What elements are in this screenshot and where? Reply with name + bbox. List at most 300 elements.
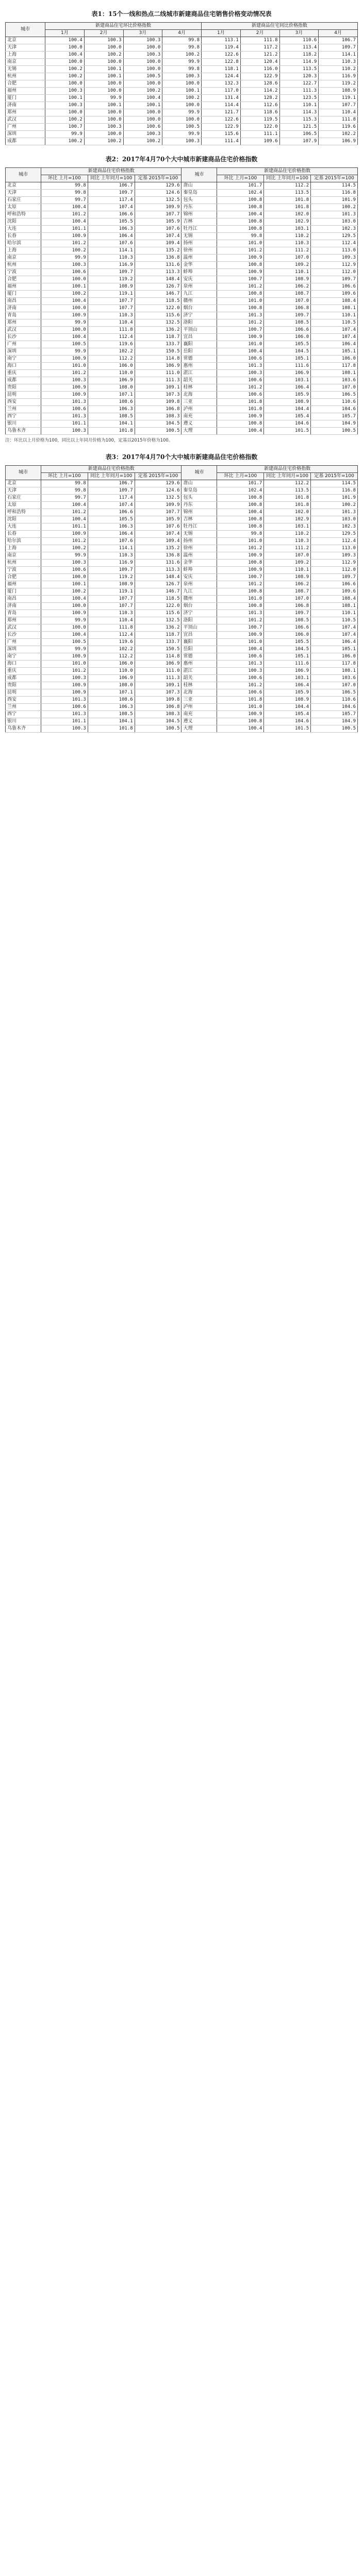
index-cell: 100.9 — [41, 610, 88, 617]
index-cell: 106.0 — [88, 660, 135, 668]
index-cell: 102.9 — [264, 218, 311, 226]
city-cell: 秦皇岛 — [182, 487, 217, 495]
index-cell: 107.4 — [311, 327, 358, 334]
index-cell: 108.9 — [88, 581, 135, 588]
index-cell: 124.6 — [135, 487, 182, 495]
table-row — [6, 190, 358, 197]
index-cell: 99.9 — [41, 319, 88, 327]
index-cell: 106.0 — [311, 653, 358, 660]
table-row — [6, 603, 358, 610]
index-cell: 101.0 — [41, 363, 88, 370]
index-cell: 100.2 — [41, 247, 88, 255]
city-cell: 丹东 — [182, 502, 217, 509]
city-cell: 济南 — [6, 305, 41, 312]
index-cell: 100.5 — [135, 428, 182, 435]
index-cell: 106.7 — [319, 37, 358, 44]
index-cell: 117.2 — [240, 44, 279, 52]
index-cell: 101.9 — [311, 197, 358, 204]
table-row — [6, 204, 358, 211]
index-cell: 100.8 — [217, 226, 264, 233]
city-cell: 泉州 — [182, 581, 217, 588]
index-cell: 100.2 — [84, 138, 123, 145]
index-cell: 133.7 — [135, 639, 182, 646]
index-cell: 101.3 — [311, 509, 358, 516]
city-cell: 宁波 — [6, 269, 41, 276]
index-cell: 100.0 — [162, 80, 202, 88]
city-cell: 广州 — [6, 124, 45, 131]
index-cell: 122.0 — [135, 603, 182, 610]
index-cell: 118.2 — [279, 52, 319, 59]
index-cell: 100.8 — [217, 588, 264, 596]
index-cell: 100.5 — [311, 725, 358, 733]
index-cell: 101.3 — [217, 312, 264, 319]
index-cell: 115.3 — [279, 116, 319, 124]
table-row — [6, 675, 358, 682]
city-cell: 徐州 — [182, 545, 217, 552]
index-cell: 107.7 — [88, 596, 135, 603]
table-row — [6, 240, 358, 247]
city-cell: 乌鲁木齐 — [6, 428, 41, 435]
table-row — [6, 480, 358, 487]
index-cell: 100.0 — [123, 59, 162, 66]
index-cell: 110.1 — [311, 312, 358, 319]
table2-subheader: 环比 上月=100 — [217, 175, 264, 182]
city-cell: 惠州 — [182, 660, 217, 668]
table-row — [6, 298, 358, 305]
index-cell: 112.4 — [88, 334, 135, 341]
city-cell: 天津 — [6, 487, 41, 495]
city-cell: 唐山 — [182, 182, 217, 190]
city-cell: 惠州 — [182, 363, 217, 370]
index-cell: 119.2 — [88, 276, 135, 283]
index-cell: 101.8 — [264, 495, 311, 502]
index-cell: 115.6 — [202, 131, 241, 138]
table-row — [6, 646, 358, 653]
index-cell: 101.3 — [41, 399, 88, 406]
index-cell: 100.4 — [123, 95, 162, 102]
index-cell: 100.9 — [41, 653, 88, 660]
index-cell: 119.2 — [88, 574, 135, 581]
city-cell: 合肥 — [6, 80, 45, 88]
index-cell: 111.8 — [240, 37, 279, 44]
index-cell: 100.0 — [84, 131, 123, 138]
city-cell: 泸州 — [182, 704, 217, 711]
index-cell: 117.4 — [88, 197, 135, 204]
index-cell: 106.0 — [88, 363, 135, 370]
index-cell: 101.0 — [217, 538, 264, 545]
index-cell: 107.7 — [135, 509, 182, 516]
table-row — [6, 312, 358, 319]
city-cell: 厦门 — [6, 588, 41, 596]
index-cell: 100.8 — [217, 516, 264, 523]
table2-header-index-left: 新建商品住宅价格指数 — [41, 168, 182, 175]
index-cell: 101.1 — [41, 226, 88, 233]
city-cell: 锦州 — [182, 509, 217, 516]
index-cell: 112.2 — [88, 653, 135, 660]
index-cell: 103.0 — [311, 516, 358, 523]
index-cell: 106.6 — [88, 211, 135, 218]
index-cell: 101.1 — [41, 523, 88, 531]
table-row — [6, 59, 358, 66]
table-row — [6, 697, 358, 704]
city-cell: 成都 — [6, 138, 45, 145]
index-cell: 100.2 — [311, 204, 358, 211]
city-cell: 桂林 — [182, 384, 217, 392]
index-cell: 101.2 — [41, 668, 88, 675]
index-cell: 101.3 — [41, 711, 88, 718]
index-cell: 115.6 — [135, 312, 182, 319]
table-row — [6, 80, 358, 88]
index-cell: 100.9 — [217, 269, 264, 276]
index-cell: 110.1 — [264, 269, 311, 276]
index-cell: 107.7 — [135, 211, 182, 218]
city-cell: 吉林 — [182, 516, 217, 523]
table-row — [6, 327, 358, 334]
index-cell: 100.0 — [84, 109, 123, 116]
city-cell: 济南 — [6, 102, 45, 109]
index-cell: 100.8 — [217, 603, 264, 610]
index-cell: 106.9 — [264, 668, 311, 675]
index-cell: 114.5 — [311, 182, 358, 190]
index-cell: 107.4 — [311, 632, 358, 639]
city-cell: 杭州 — [6, 73, 45, 80]
city-cell: 银川 — [6, 420, 41, 428]
index-cell: 115.6 — [135, 610, 182, 617]
table-row — [6, 384, 358, 392]
city-cell: 扬州 — [182, 538, 217, 545]
index-cell: 100.0 — [41, 603, 88, 610]
index-cell: 124.4 — [202, 73, 241, 80]
index-cell: 132.5 — [135, 319, 182, 327]
city-cell: 石家庄 — [6, 197, 41, 204]
index-cell: 100.9 — [41, 392, 88, 399]
table1-subheader: 3月 — [279, 30, 319, 37]
city-cell: 烟台 — [182, 305, 217, 312]
index-cell: 108.7 — [264, 588, 311, 596]
index-cell: 106.4 — [264, 384, 311, 392]
table3-subheader: 同比 上年同月=100 — [264, 473, 311, 480]
city-cell: 银川 — [6, 718, 41, 725]
index-cell: 104.5 — [264, 646, 311, 653]
index-cell: 100.7 — [217, 276, 264, 283]
index-cell: 118.5 — [135, 298, 182, 305]
index-cell: 101.8 — [88, 428, 135, 435]
city-cell: 郑州 — [6, 617, 41, 624]
index-cell: 106.2 — [264, 581, 311, 588]
city-cell: 遵义 — [182, 718, 217, 725]
city-cell: 沈阳 — [6, 516, 41, 523]
index-cell: 129.6 — [135, 480, 182, 487]
city-cell: 三亚 — [182, 399, 217, 406]
city-cell: 海口 — [6, 363, 41, 370]
table-row — [6, 413, 358, 420]
index-cell: 103.6 — [311, 377, 358, 384]
table-row — [6, 428, 358, 435]
index-cell: 100.0 — [162, 102, 202, 109]
index-cell: 109.6 — [240, 138, 279, 145]
index-cell: 100.5 — [311, 428, 358, 435]
table3-subheader: 环比 上月=100 — [217, 473, 264, 480]
index-cell: 114.9 — [279, 59, 319, 66]
city-cell: 西宁 — [6, 413, 41, 420]
table-row — [6, 523, 358, 531]
index-cell: 99.8 — [162, 66, 202, 73]
index-cell: 100.4 — [217, 348, 264, 355]
table-row — [6, 319, 358, 327]
index-cell: 100.6 — [41, 269, 88, 276]
index-cell: 106.5 — [311, 392, 358, 399]
index-cell: 101.8 — [264, 197, 311, 204]
index-cell: 119.6 — [88, 639, 135, 646]
table1-header-mom: 新建商品住宅环比价格指数 — [45, 23, 202, 30]
index-cell: 100.9 — [41, 531, 88, 538]
index-cell: 106.7 — [88, 480, 135, 487]
index-cell: 104.6 — [264, 718, 311, 725]
index-cell: 100.3 — [41, 262, 88, 269]
table1 — [5, 22, 358, 145]
index-cell: 109.8 — [135, 697, 182, 704]
index-cell: 110.2 — [319, 66, 358, 73]
index-cell: 100.4 — [41, 218, 88, 226]
index-cell: 100.5 — [41, 341, 88, 348]
table-row — [6, 588, 358, 596]
city-cell: 合肥 — [6, 276, 41, 283]
index-cell: 99.9 — [41, 348, 88, 355]
index-cell: 112.0 — [311, 269, 358, 276]
table-row — [6, 653, 358, 660]
index-cell: 107.3 — [135, 392, 182, 399]
index-cell: 99.9 — [162, 59, 202, 66]
index-cell: 106.3 — [88, 523, 135, 531]
index-cell: 110.0 — [88, 668, 135, 675]
table-row — [6, 574, 358, 581]
index-cell: 114.8 — [135, 653, 182, 660]
table-row — [6, 406, 358, 413]
index-cell: 109.7 — [88, 269, 135, 276]
index-cell: 107.4 — [311, 624, 358, 632]
index-cell: 100.4 — [217, 211, 264, 218]
table-row — [6, 624, 358, 632]
index-cell: 106.3 — [88, 226, 135, 233]
table-row — [6, 363, 358, 370]
index-cell: 113.5 — [264, 190, 311, 197]
table2-title: 表2：2017年4月70个大中城市新建商品住宅价格指数 — [105, 156, 258, 163]
table2-header-index-right: 新建商品住宅价格指数 — [217, 168, 358, 175]
city-cell: 天津 — [6, 44, 45, 52]
table-row — [6, 116, 358, 124]
index-cell: 101.1 — [41, 420, 88, 428]
index-cell: 110.4 — [88, 319, 135, 327]
city-cell: 深圳 — [6, 131, 45, 138]
index-cell: 100.1 — [123, 102, 162, 109]
index-cell: 100.7 — [217, 574, 264, 581]
city-cell: 福州 — [6, 581, 41, 588]
index-cell: 116.8 — [311, 190, 358, 197]
city-cell: 无锡 — [182, 233, 217, 240]
index-cell: 100.3 — [41, 725, 88, 733]
table-row — [6, 348, 358, 355]
index-cell: 101.2 — [41, 211, 88, 218]
index-cell: 106.6 — [311, 283, 358, 291]
table-row — [6, 531, 358, 538]
index-cell: 106.4 — [311, 639, 358, 646]
index-cell: 109.7 — [311, 574, 358, 581]
city-cell: 秦皇岛 — [182, 190, 217, 197]
index-cell: 106.6 — [264, 327, 311, 334]
index-cell: 146.7 — [135, 588, 182, 596]
index-cell: 110.1 — [279, 102, 319, 109]
index-cell: 99.8 — [162, 37, 202, 44]
index-cell: 100.9 — [41, 384, 88, 392]
table-row — [6, 392, 358, 399]
index-cell: 100.9 — [217, 334, 264, 341]
city-cell: 大理 — [182, 428, 217, 435]
city-cell: 大理 — [182, 725, 217, 733]
city-cell: 徐州 — [182, 247, 217, 255]
index-cell: 107.9 — [279, 138, 319, 145]
index-cell: 100.4 — [41, 334, 88, 341]
table-row — [6, 639, 358, 646]
index-cell: 136.2 — [135, 624, 182, 632]
index-cell: 108.1 — [311, 668, 358, 675]
table-row — [6, 124, 358, 131]
index-cell: 100.8 — [217, 718, 264, 725]
index-cell: 106.7 — [88, 182, 135, 190]
index-cell: 100.4 — [41, 298, 88, 305]
index-cell: 101.7 — [217, 480, 264, 487]
index-cell: 108.5 — [264, 617, 311, 624]
index-cell: 109.3 — [311, 552, 358, 560]
index-cell: 100.0 — [123, 44, 162, 52]
index-cell: 100.3 — [123, 37, 162, 44]
index-cell: 108.3 — [135, 711, 182, 718]
index-cell: 113.0 — [311, 545, 358, 552]
index-cell: 105.9 — [135, 516, 182, 523]
index-cell: 100.0 — [123, 66, 162, 73]
index-cell: 101.7 — [217, 182, 264, 190]
index-cell: 108.5 — [88, 413, 135, 420]
index-cell: 100.8 — [217, 197, 264, 204]
city-cell: 长沙 — [6, 632, 41, 639]
index-cell: 119.5 — [240, 116, 279, 124]
table3-body — [6, 480, 358, 733]
index-cell: 117.8 — [311, 660, 358, 668]
index-cell: 100.2 — [45, 66, 85, 73]
index-cell: 110.3 — [88, 312, 135, 319]
index-cell: 100.1 — [84, 66, 123, 73]
index-cell: 107.4 — [88, 204, 135, 211]
table-row — [6, 668, 358, 675]
index-cell: 107.3 — [135, 689, 182, 697]
index-cell: 109.1 — [135, 682, 182, 689]
city-cell: 福州 — [6, 283, 41, 291]
table-row — [6, 355, 358, 363]
index-cell: 108.9 — [88, 283, 135, 291]
index-cell: 106.9 — [319, 138, 358, 145]
index-cell: 100.0 — [84, 116, 123, 124]
index-cell: 132.5 — [135, 617, 182, 624]
index-cell: 135.2 — [135, 247, 182, 255]
index-cell: 122.7 — [279, 80, 319, 88]
index-cell: 100.6 — [217, 689, 264, 697]
index-cell: 121.7 — [202, 109, 241, 116]
index-cell: 107.6 — [135, 523, 182, 531]
index-cell: 100.6 — [217, 377, 264, 384]
index-cell: 106.3 — [88, 406, 135, 413]
index-cell: 101.1 — [41, 718, 88, 725]
index-cell: 136.8 — [135, 552, 182, 560]
table-row — [6, 725, 358, 733]
index-cell: 118.5 — [135, 596, 182, 603]
index-cell: 111.0 — [135, 668, 182, 675]
index-cell: 106.9 — [88, 377, 135, 384]
city-cell: 平顶山 — [182, 327, 217, 334]
index-cell: 107.0 — [264, 255, 311, 262]
index-cell: 101.0 — [217, 341, 264, 348]
city-cell: 济宁 — [182, 610, 217, 617]
city-cell: 厦门 — [6, 95, 45, 102]
index-cell: 107.4 — [135, 531, 182, 538]
city-cell: 北海 — [182, 689, 217, 697]
index-cell: 108.1 — [311, 603, 358, 610]
index-cell: 101.8 — [264, 204, 311, 211]
index-cell: 103.0 — [311, 218, 358, 226]
index-cell: 106.8 — [135, 704, 182, 711]
index-cell: 100.8 — [217, 204, 264, 211]
index-cell: 114.3 — [279, 109, 319, 116]
table3-header-city-right: 城市 — [182, 466, 217, 480]
index-cell: 133.7 — [135, 341, 182, 348]
table2-subheader: 定基 2015年=100 — [135, 175, 182, 182]
table-row — [6, 567, 358, 574]
index-cell: 105.9 — [264, 689, 311, 697]
table-row — [6, 182, 358, 190]
table-row — [6, 44, 358, 52]
city-cell: 北京 — [6, 182, 41, 190]
table2-note: 注：环比以上月价格为100，同比以上年同月价格为100，定基以2015年价格为100。 — [5, 438, 173, 443]
city-cell: 上海 — [6, 247, 41, 255]
city-cell: 天津 — [6, 190, 41, 197]
index-cell: 107.4 — [135, 233, 182, 240]
city-cell: 合肥 — [6, 574, 41, 581]
index-cell: 109.2 — [264, 560, 311, 567]
table1-section — [5, 9, 358, 145]
table-row — [6, 560, 358, 567]
index-cell: 106.6 — [264, 624, 311, 632]
city-cell: 成都 — [6, 377, 41, 384]
city-cell: 无锡 — [182, 531, 217, 538]
index-cell: 109.7 — [264, 312, 311, 319]
index-cell: 101.3 — [217, 660, 264, 668]
index-cell: 128.6 — [240, 80, 279, 88]
index-cell: 111.8 — [319, 116, 358, 124]
index-cell: 122.9 — [240, 73, 279, 80]
index-cell: 109.7 — [88, 567, 135, 574]
index-cell: 112.4 — [311, 240, 358, 247]
index-cell: 126.7 — [135, 283, 182, 291]
index-cell: 110.5 — [311, 319, 358, 327]
index-cell: 114.1 — [88, 545, 135, 552]
index-cell: 100.8 — [217, 560, 264, 567]
index-cell: 100.7 — [45, 124, 85, 131]
table-row — [6, 617, 358, 624]
index-cell: 110.6 — [311, 399, 358, 406]
table-row — [6, 291, 358, 298]
table-row — [6, 37, 358, 44]
city-cell: 赣州 — [182, 596, 217, 603]
index-cell: 100.5 — [135, 725, 182, 733]
table-row — [6, 689, 358, 697]
